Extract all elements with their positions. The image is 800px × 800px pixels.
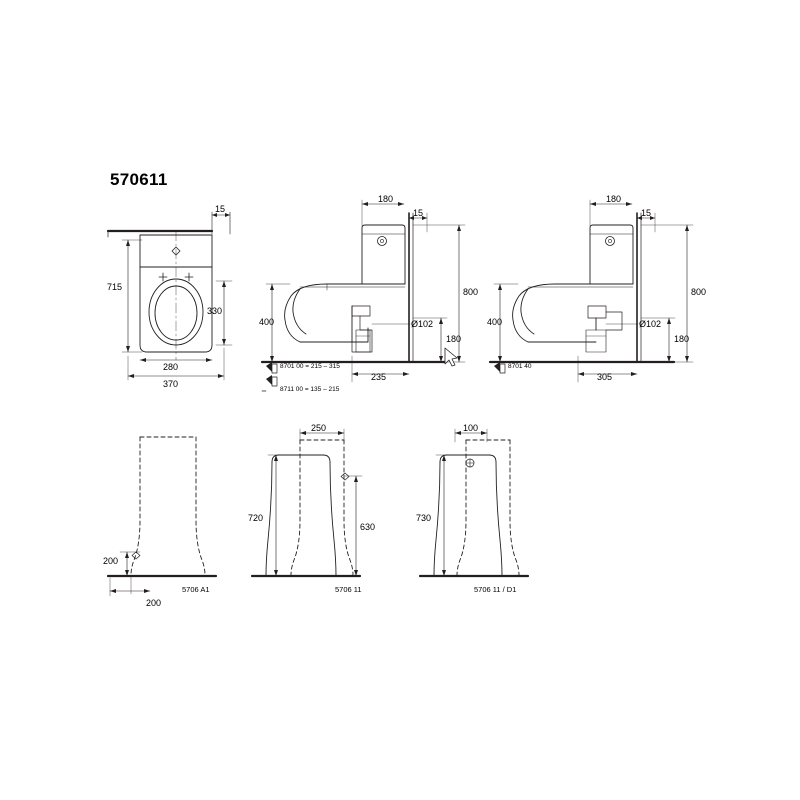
dim-sr-d102: Ø102	[639, 319, 662, 329]
side-view-center-geometry	[262, 213, 446, 362]
dim-sl-15: 15	[413, 208, 424, 218]
page-title: 570611	[110, 170, 168, 189]
dim-sl-400: 400	[259, 317, 275, 327]
dim-plan-15: 15	[215, 204, 226, 214]
dim-sr-800: 800	[691, 287, 707, 297]
label-5706-a1: 5706 A1	[182, 585, 210, 594]
label-5706-11: 5706 11	[335, 585, 362, 594]
pedestal-b-geometry	[252, 440, 360, 576]
dim-sl-800: 800	[463, 287, 479, 297]
dim-plan-715: 715	[107, 282, 123, 292]
dim-pb-250: 250	[311, 423, 327, 433]
dim-plan-280: 280	[163, 362, 179, 372]
dim-pa-200-h: 200	[146, 598, 162, 608]
dim-sr-400: 400	[487, 317, 503, 327]
dim-pb-630: 630	[360, 522, 376, 532]
dim-sr-15: 15	[641, 208, 652, 218]
dim-plan-330: 330	[207, 306, 223, 316]
pedestal-a-geometry	[108, 437, 216, 594]
pedestal-c-dimensions	[436, 429, 487, 576]
note-8701-00: 8701 00 = 215 – 315	[280, 363, 340, 370]
dim-sl-180-low: 180	[446, 334, 462, 344]
label-5706-11-d1: 5706 11 / D1	[474, 585, 517, 594]
plan-view-geometry	[108, 231, 212, 360]
pedestal-c-geometry	[420, 440, 528, 576]
dim-pc-730: 730	[416, 513, 432, 523]
dim-plan-370: 370	[163, 379, 179, 389]
dim-sl-180-top: 180	[378, 194, 394, 204]
side-view-right-option-symbols	[494, 362, 505, 373]
dim-sl-d102: Ø102	[411, 319, 434, 329]
note-8701-40: 8701 40	[508, 363, 532, 370]
dim-sr-305: 305	[597, 372, 613, 382]
note-8711-00: 8711 00 = 135 – 215	[280, 386, 340, 393]
dim-pb-720: 720	[248, 513, 264, 523]
dim-pc-100: 100	[463, 423, 479, 433]
side-view-center-option-symbols	[262, 362, 277, 391]
side-view-right-geometry	[490, 213, 674, 362]
plan-view-dimensions	[122, 212, 232, 380]
mouse-pointer-icon	[445, 348, 457, 366]
dim-sr-180-low: 180	[674, 334, 690, 344]
dim-sl-235: 235	[371, 372, 387, 382]
dim-pa-200-v: 200	[103, 556, 119, 566]
dim-sr-180-top: 180	[606, 194, 622, 204]
